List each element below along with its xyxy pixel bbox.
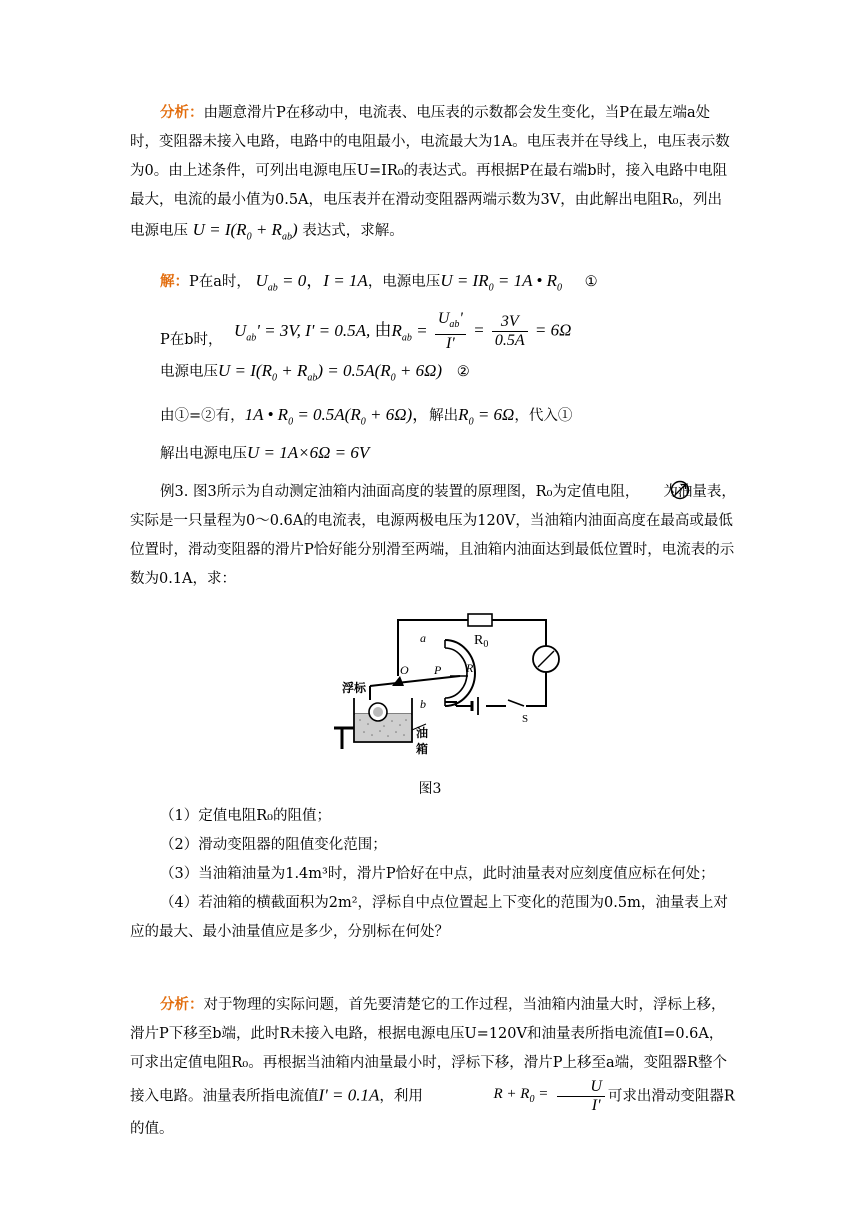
solution-line-3: 电源电压$U = I(R_0 + R_{ab}) = 0.5A(R_0 + 6\Omega)$ ② xyxy=(160,361,470,384)
solution-label: 解： xyxy=(160,273,189,290)
ammeter-symbol-icon xyxy=(639,480,661,500)
label-r: R xyxy=(466,661,474,675)
formula-u-ir0: $U = IR_0 = 1A$ • $R_0$ xyxy=(440,271,562,294)
label-a: a xyxy=(420,631,426,645)
formula-u-6v: U = 1A×6Ω = 6V xyxy=(247,443,370,462)
formula-rab-6ohm: $U_{ab}' = 3V$, I' = 0.5A, 由$R_{ab}$ = $\frac{U_{ab}'}{I'}$ = $\frac{3V}{0.5A}$ = 6Ω xyxy=(234,310,572,353)
analysis-text: 由题意滑片P在移动中，电流表、电压表的示数都会发生变化，当P在最左端a处时，变阻器未接入电路，电路中的电阻最小，电流最大为1A。电压表并在导线上，电压表示数为0。由上述条件，可列出电源电压U=IR₀的表达式。再根据P在最右端b时，接入电路中电阻最大，电流的最小值为0.5A，电压表并在滑动变阻器两端示数为3V，由此解出电阻R₀，列出电源电压 xyxy=(130,105,730,239)
figure-caption: 图3 xyxy=(418,781,442,797)
label-float: 浮标 xyxy=(342,681,367,695)
label-b: b xyxy=(420,697,426,711)
solution-line-4: 由①=②有，1A • $R_0 = 0.5A(R_0 + 6\Omega)$，解出$R_0 = 6\Omega$，代入① xyxy=(160,405,573,428)
label-r0: $R_0$ xyxy=(474,633,489,650)
analysis-paragraph-1 xyxy=(130,98,736,251)
analysis-tail: 表达式，求解。 xyxy=(302,223,404,239)
example-3-text-2: 为油量表，实际是一只量程为0～0.6A的电流表，电源两极电压为120V，当油箱内油面高度在最高或最低位置时，滑动变阻器的滑片P恰好能分别滑至两端，且油箱内油面达到最低位置时，电流表的示数为0.1A，求： xyxy=(130,484,736,587)
solution-line-2: P在b时， $U_{ab}' = 3V$, I' = 0.5A, 由$R_{ab}$ = $\frac{U_{ab}'}{I'}$ = $\frac{3V}{0.5A}$ = 6Ω xyxy=(160,310,572,353)
question-item: （4）若油箱的横截面积为2m²，浮标自中点位置起上下变化的范围为0.5m，油量表上对应的最大、最小油量值应是多少，分别标在何处？ xyxy=(130,895,728,940)
question-item: （1）定值电阻R₀的阻值； xyxy=(160,808,331,824)
question-item: （3）当油箱油量为1.4m³时，滑片P恰好在中点，此时油量表对应刻度值应标在何处； xyxy=(160,866,715,882)
formula-uab-zero: $U_{ab} = 0$ xyxy=(255,271,307,294)
label-tank-1: 油 xyxy=(416,726,429,740)
marker-2: ② xyxy=(456,364,470,380)
example-3-text: 例3. 图3所示为自动测定油箱内油面高度的装置的原理图，R₀为定值电阻， xyxy=(160,484,640,500)
analysis-label: 分析： xyxy=(160,104,204,121)
formula-u-ir0-rab: $U = I(R_0 + R_{ab})$ xyxy=(192,220,298,243)
example-3-paragraph xyxy=(130,478,736,594)
label-tank-2: 箱 xyxy=(416,742,429,756)
figure-3-circuit xyxy=(330,604,570,770)
formula-i-1a: I = 1A xyxy=(323,271,368,290)
label-p: P xyxy=(434,663,442,677)
solution-line-1: 解：P在a时， $U_{ab} = 0$，I = 1A，电源电压$U = IR_0 = 1A$ • $R_0$ ① xyxy=(160,271,598,294)
analysis-label: 分析： xyxy=(160,996,204,1013)
label-o: O xyxy=(400,663,409,677)
formula-i-01a: I' = 0.1A xyxy=(318,1085,380,1105)
marker-1: ① xyxy=(584,274,598,290)
formula-r-r0-u-over-i: $R + R_0$ = xyxy=(493,1085,549,1105)
formula-u-05a: $U = I(R_0 + R_{ab}) = 0.5A(R_0 + 6\Omega)$ xyxy=(218,361,443,384)
formula-r0-6ohm: $R_0 = 6\Omega$ xyxy=(458,405,515,428)
question-item: （2）滑动变阻器的阻值变化范围； xyxy=(160,837,387,853)
analysis-paragraph-2: 分析：对于物理的实际问题，首先要清楚它的工作过程，当油箱内油量大时，浮标上移，滑片P下移至b端，此时R未接入电路，根据电源电压U=120V和油量表所指电流值I=0.6A，可求出定值电阻R₀。再根据当油箱内油量最小时，浮标下移，滑片P上移至a端，变阻器R整个接入电路。油量表所指电流值I' = 0.1A，利用 $R + R_0$ = $\frac{U}{I'}$ 可求出滑动变阻器R的值。 xyxy=(130,996,735,1137)
formula-equate: 1A • $R_0 = 0.5A(R_0 + 6\Omega)$ xyxy=(244,405,413,428)
label-s: S xyxy=(522,713,529,725)
analysis-2-text: 对于物理的实际问题，首先要清楚它的工作过程，当油箱内油量大时，浮标上移，滑片P下移至b端，此时R未接入电路，根据电源电压U=120V和油量表所指电流值I=0.6A，可求出定值电阻R₀。再根据当油箱内油量最小时，浮标下移，滑片P上移至a端，变阻器R整个接入电路。油量表所指电流值 xyxy=(130,997,728,1105)
questions-list xyxy=(130,802,736,947)
solution-line-5: 解出电源电压U = 1A×6Ω = 6V xyxy=(160,443,370,462)
